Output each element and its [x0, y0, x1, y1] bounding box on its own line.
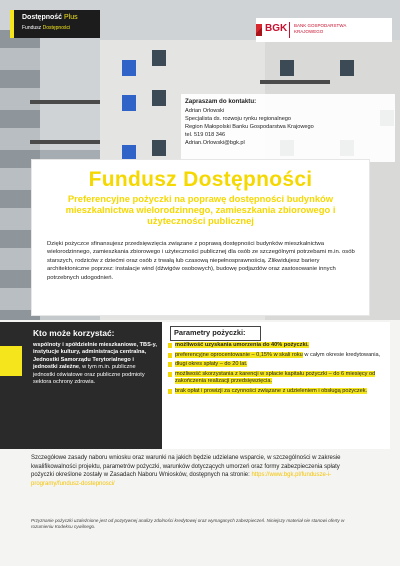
- parameter-item: [168, 361, 388, 369]
- contact-name: Adrian Orlowski: [185, 107, 225, 114]
- logo-text: Fundusz: [22, 25, 42, 31]
- dostepnosc-plus-logo: [10, 10, 100, 38]
- parameter-highlight: preferencyjne oprocentowanie – 0,15% w skali roku: [175, 351, 303, 358]
- contact-email[interactable]: Adrian.Orlowski@bgk.pl: [185, 140, 245, 147]
- window: [152, 90, 166, 106]
- window: [340, 60, 354, 76]
- parameters-list: [168, 342, 388, 397]
- parameter-text: w całym okresie kredytowania,: [302, 351, 381, 358]
- parameters-title: Parametry pożyczki:: [170, 326, 261, 341]
- logo-text: Plus: [64, 14, 78, 21]
- logo-text: Dostępność: [22, 14, 63, 21]
- parameter-highlight: możliwość skorzystania z karencji w spłacie kapitału pożyczki – do 6 miesięcy od zakończenia realizacji przedsięwzięcia.: [175, 370, 376, 385]
- bgk-fullname: [294, 23, 346, 34]
- window: [280, 60, 294, 76]
- balcony: [30, 100, 100, 104]
- window: [152, 140, 166, 156]
- contact-box: [181, 94, 395, 162]
- disclaimer: Przyznanie pożyczki uzależnione jest od pozytywnej analizy zdolności kredytowej oraz wymaganych zabezpieczeń. Niniejszy materiał nie stanowi oferty w rozumieniu Kodeksu cywilnego.: [31, 518, 345, 530]
- contact-role: Specjalista ds. rozwoju rynku regionalnego: [185, 116, 292, 123]
- divider: [289, 22, 290, 38]
- parameter-item: [168, 371, 388, 386]
- logo-text: Dostępności: [42, 25, 71, 31]
- loan-parameters: [162, 322, 390, 449]
- contact-header: Zapraszam do kontaktu:: [185, 98, 257, 105]
- parameter-highlight: możliwość uzyskania umorzenia do 40% pożyczki.: [175, 342, 309, 348]
- parameter-item: [168, 342, 388, 350]
- window: [122, 145, 136, 161]
- parameter-highlight: długi okres spłaty – do 20 lat.: [175, 361, 248, 368]
- bgk-abbr: BGK: [265, 23, 288, 34]
- eligibility-box: [0, 322, 165, 449]
- bgk-logo: [256, 18, 392, 42]
- fund-subtitle: Preferencyjne pożyczki na poprawę dostępności budynków mieszkalnictwa wielorodzinnego, zamieszkania zbiorowego i użyteczności publicznej: [65, 193, 336, 227]
- balcony: [260, 80, 330, 84]
- fund-body: Dzięki pożyczce sfinansujesz przedsięwzięcia związane z poprawą dostępności budynków mieszkalnictwa wielorodzinnego, zamieszkania zbiorowego i użyteczności publicznej dla osób ze szczególnymi potrzebami m.in. osób starszych, rodziców z dziećmi oraz osób z trwałą lub czasową niepełnosprawnością. Zlikwidujesz bariery architektoniczne poprzez: instalacje wind (dźwigów osobowych), budowę podjazdów oraz zastosowanie innych potrzebnych udogodnień.: [47, 241, 355, 281]
- parameter-highlight: brak opłat i prowizji za czynności związane z udzieleniem i obsługą pożyczek.: [175, 387, 368, 394]
- fund-link[interactable]: https://www.bgk.pl/fundusze-i-programy/fundusz-dostepnosci/: [31, 472, 332, 487]
- eligibility-bold: wspólnoty i spółdzielnie mieszkaniowe, TBS-y, instytucje kultury, administracja centralna, Jednostki Samorządu Terytorialnego i jednostki zależne: [33, 342, 157, 371]
- contact-region: Region Małopolski Banku Gospodarstwa Krajowego: [185, 124, 314, 131]
- yellow-accent: [0, 346, 22, 376]
- fund-box: [32, 160, 369, 315]
- window: [122, 95, 136, 111]
- bgk-fullname-line: KRAJOWEGO: [294, 28, 324, 34]
- eligibility-title: Kto może korzystać:: [33, 328, 115, 338]
- footer-body: Szczegółowe zasady naboru wniosku oraz warunki na jakich będzie udzielane wsparcie, w szczególności w zakresie kwalifikowalności projektu, parametrów pożyczki, warunków dotyczących umorzeń oraz formy zabezpieczenia spłaty pożyczki określone zostały w Zasadach Naboru Wniosków, dostępnych na stronie:: [31, 455, 341, 479]
- footer-text: [31, 454, 361, 488]
- eligibility-rest: , w tym m.in. publiczne jednostki oświatowe oraz publiczne podmioty sektora ochrony zdrowia.: [33, 364, 145, 385]
- parameter-item: [168, 388, 388, 396]
- fund-title: Fundusz Dostępności: [88, 168, 313, 191]
- balcony: [30, 140, 100, 144]
- parameter-item: [168, 352, 388, 360]
- window: [152, 50, 166, 66]
- contact-phone: tel. 519 018 346: [185, 132, 226, 139]
- bgk-mark-icon: [256, 24, 262, 36]
- eligibility-body: [33, 342, 159, 386]
- window: [122, 60, 136, 76]
- bgk-fullname-line: BANK GOSPODARSTWA: [294, 23, 347, 28]
